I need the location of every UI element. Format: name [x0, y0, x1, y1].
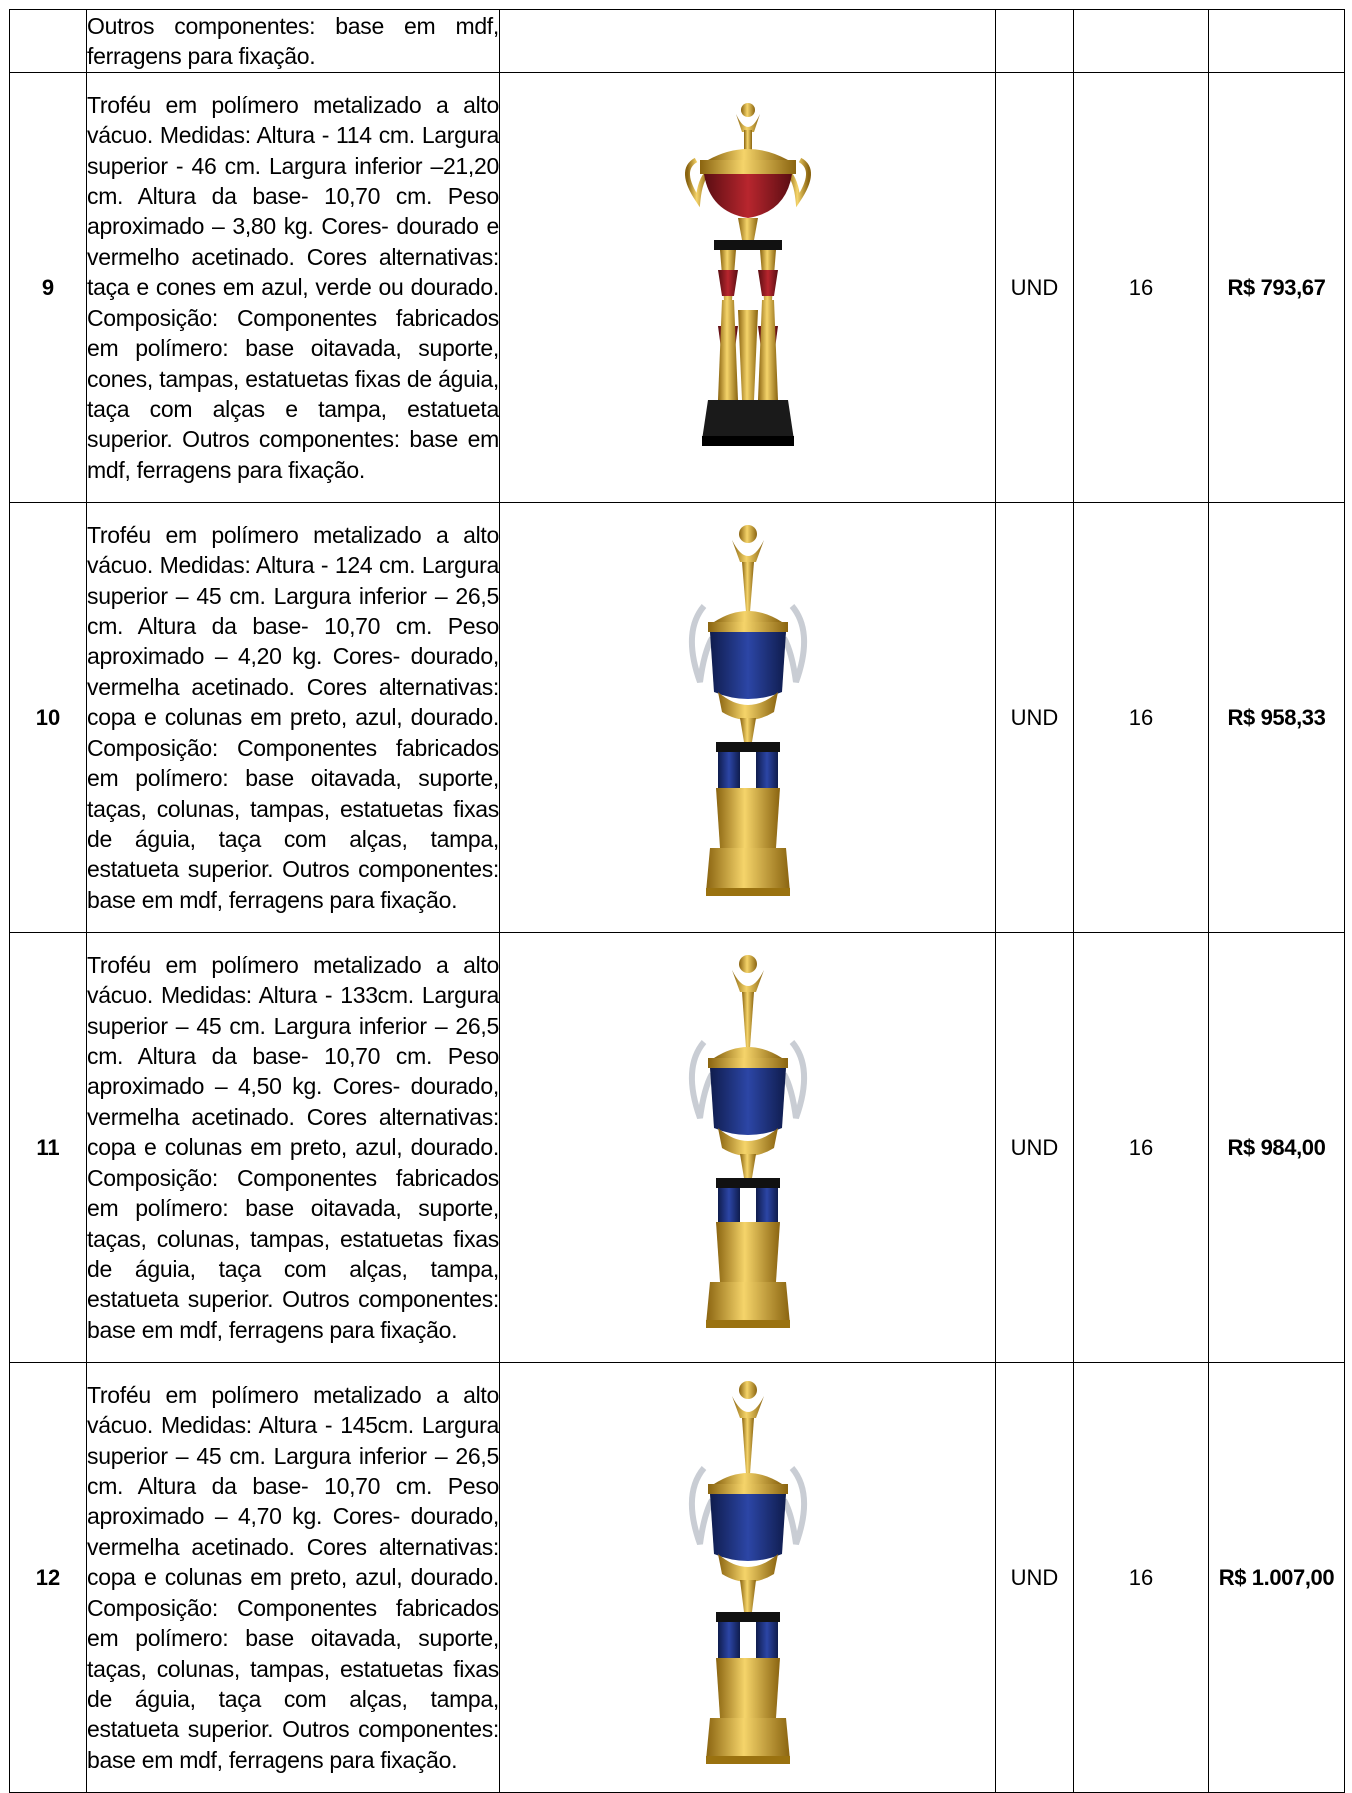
item-description: Troféu em polímero metalizado a alto vácuo. Medidas: Altura - 124 cm. Largura superior – 45 cm. Largura inferior – 26,5 cm. Altura da base- 10,70 cm. Peso aproximado – 4,20 kg. Cores- dourado, vermelha acetinado. Cores alternativas: copa e colunas em preto, azul, dourado. Composição: Componentes fabricados em polímero: base oitavada, suporte, taças, colunas, tampas, estatuetas fixas de águia, taça com alças, tampa, estatueta superior. Outros componentes: base em mdf, ferragens para fixação. — [87, 503, 500, 933]
trophy-red-icon — [678, 100, 818, 476]
item-image-cell — [500, 1363, 996, 1793]
item-price — [1209, 10, 1345, 73]
table-row — [10, 1363, 1345, 1793]
item-description: Troféu em polímero metalizado a alto vácuo. Medidas: Altura - 133cm. Largura superior – 45 cm. Largura inferior – 26,5 cm. Altura da base- 10,70 cm. Peso aproximado – 4,50 kg. Cores- dourado, vermelha acetinado. Cores alternativas: copa e colunas em preto, azul, dourado. Composição: Componentes fabricados em polímero: base oitavada, suporte, taças, colunas, tampas, estatuetas fixas de águia, taça com alças, tampa, estatueta superior. Outros componentes: base em mdf, ferragens para fixação. — [87, 933, 500, 1363]
table-row — [10, 503, 1345, 933]
item-number: 12 — [10, 1363, 87, 1793]
table-row — [10, 10, 1345, 73]
item-number — [10, 10, 87, 73]
item-price: R$ 958,33 — [1209, 503, 1345, 933]
item-unit: UND — [996, 933, 1074, 1363]
item-price: R$ 1.007,00 — [1209, 1363, 1345, 1793]
item-description: Troféu em polímero metalizado a alto vácuo. Medidas: Altura - 145cm. Largura superior – 45 cm. Largura inferior – 26,5 cm. Altura da base- 10,70 cm. Peso aproximado – 4,70 kg. Cores- dourado, vermelha acetinado. Cores alternativas: copa e colunas em preto, azul, dourado. Composição: Componentes fabricados em polímero: base oitavada, suporte, taças, colunas, tampas, estatuetas fixas de águia, taça com alças, tampa, estatueta superior. Outros componentes: base em mdf, ferragens para fixação. — [87, 1363, 500, 1793]
item-quantity: 16 — [1074, 73, 1209, 503]
item-description: Troféu em polímero metalizado a alto vácuo. Medidas: Altura - 114 cm. Largura superior - 46 cm. Largura inferior –21,20 cm. Altura da base- 10,70 cm. Peso aproximado – 3,80 kg. Cores- dourado e vermelho acetinado. Cores alternativas: taça e cones em azul, verde ou dourado. Composição: Componentes fabricados em polímero: base oitavada, suporte, cones, tampas, estatuetas fixas de águia, taça com alças e tampa, estatueta superior. Outros componentes: base em mdf, ferragens para fixação. — [87, 73, 500, 503]
item-image-cell — [500, 503, 996, 933]
item-image-cell — [500, 933, 996, 1363]
trophy-blue-icon — [678, 952, 818, 1344]
item-number: 11 — [10, 933, 87, 1363]
item-unit: UND — [996, 1363, 1074, 1793]
trophy-blue-icon — [678, 1378, 818, 1778]
item-price: R$ 793,67 — [1209, 73, 1345, 503]
item-image-cell — [500, 73, 996, 503]
item-quantity: 16 — [1074, 1363, 1209, 1793]
trophy-blue-icon — [678, 522, 818, 914]
price-table — [9, 9, 1345, 1793]
item-quantity — [1074, 10, 1209, 73]
item-quantity: 16 — [1074, 503, 1209, 933]
item-unit — [996, 10, 1074, 73]
item-description: Outros componentes: base em mdf, ferragens para fixação. — [87, 10, 500, 73]
item-quantity: 16 — [1074, 933, 1209, 1363]
item-image-cell — [500, 10, 996, 73]
item-unit: UND — [996, 503, 1074, 933]
table-row — [10, 933, 1345, 1363]
item-price: R$ 984,00 — [1209, 933, 1345, 1363]
item-unit: UND — [996, 73, 1074, 503]
item-number: 10 — [10, 503, 87, 933]
item-number: 9 — [10, 73, 87, 503]
table-row — [10, 73, 1345, 503]
